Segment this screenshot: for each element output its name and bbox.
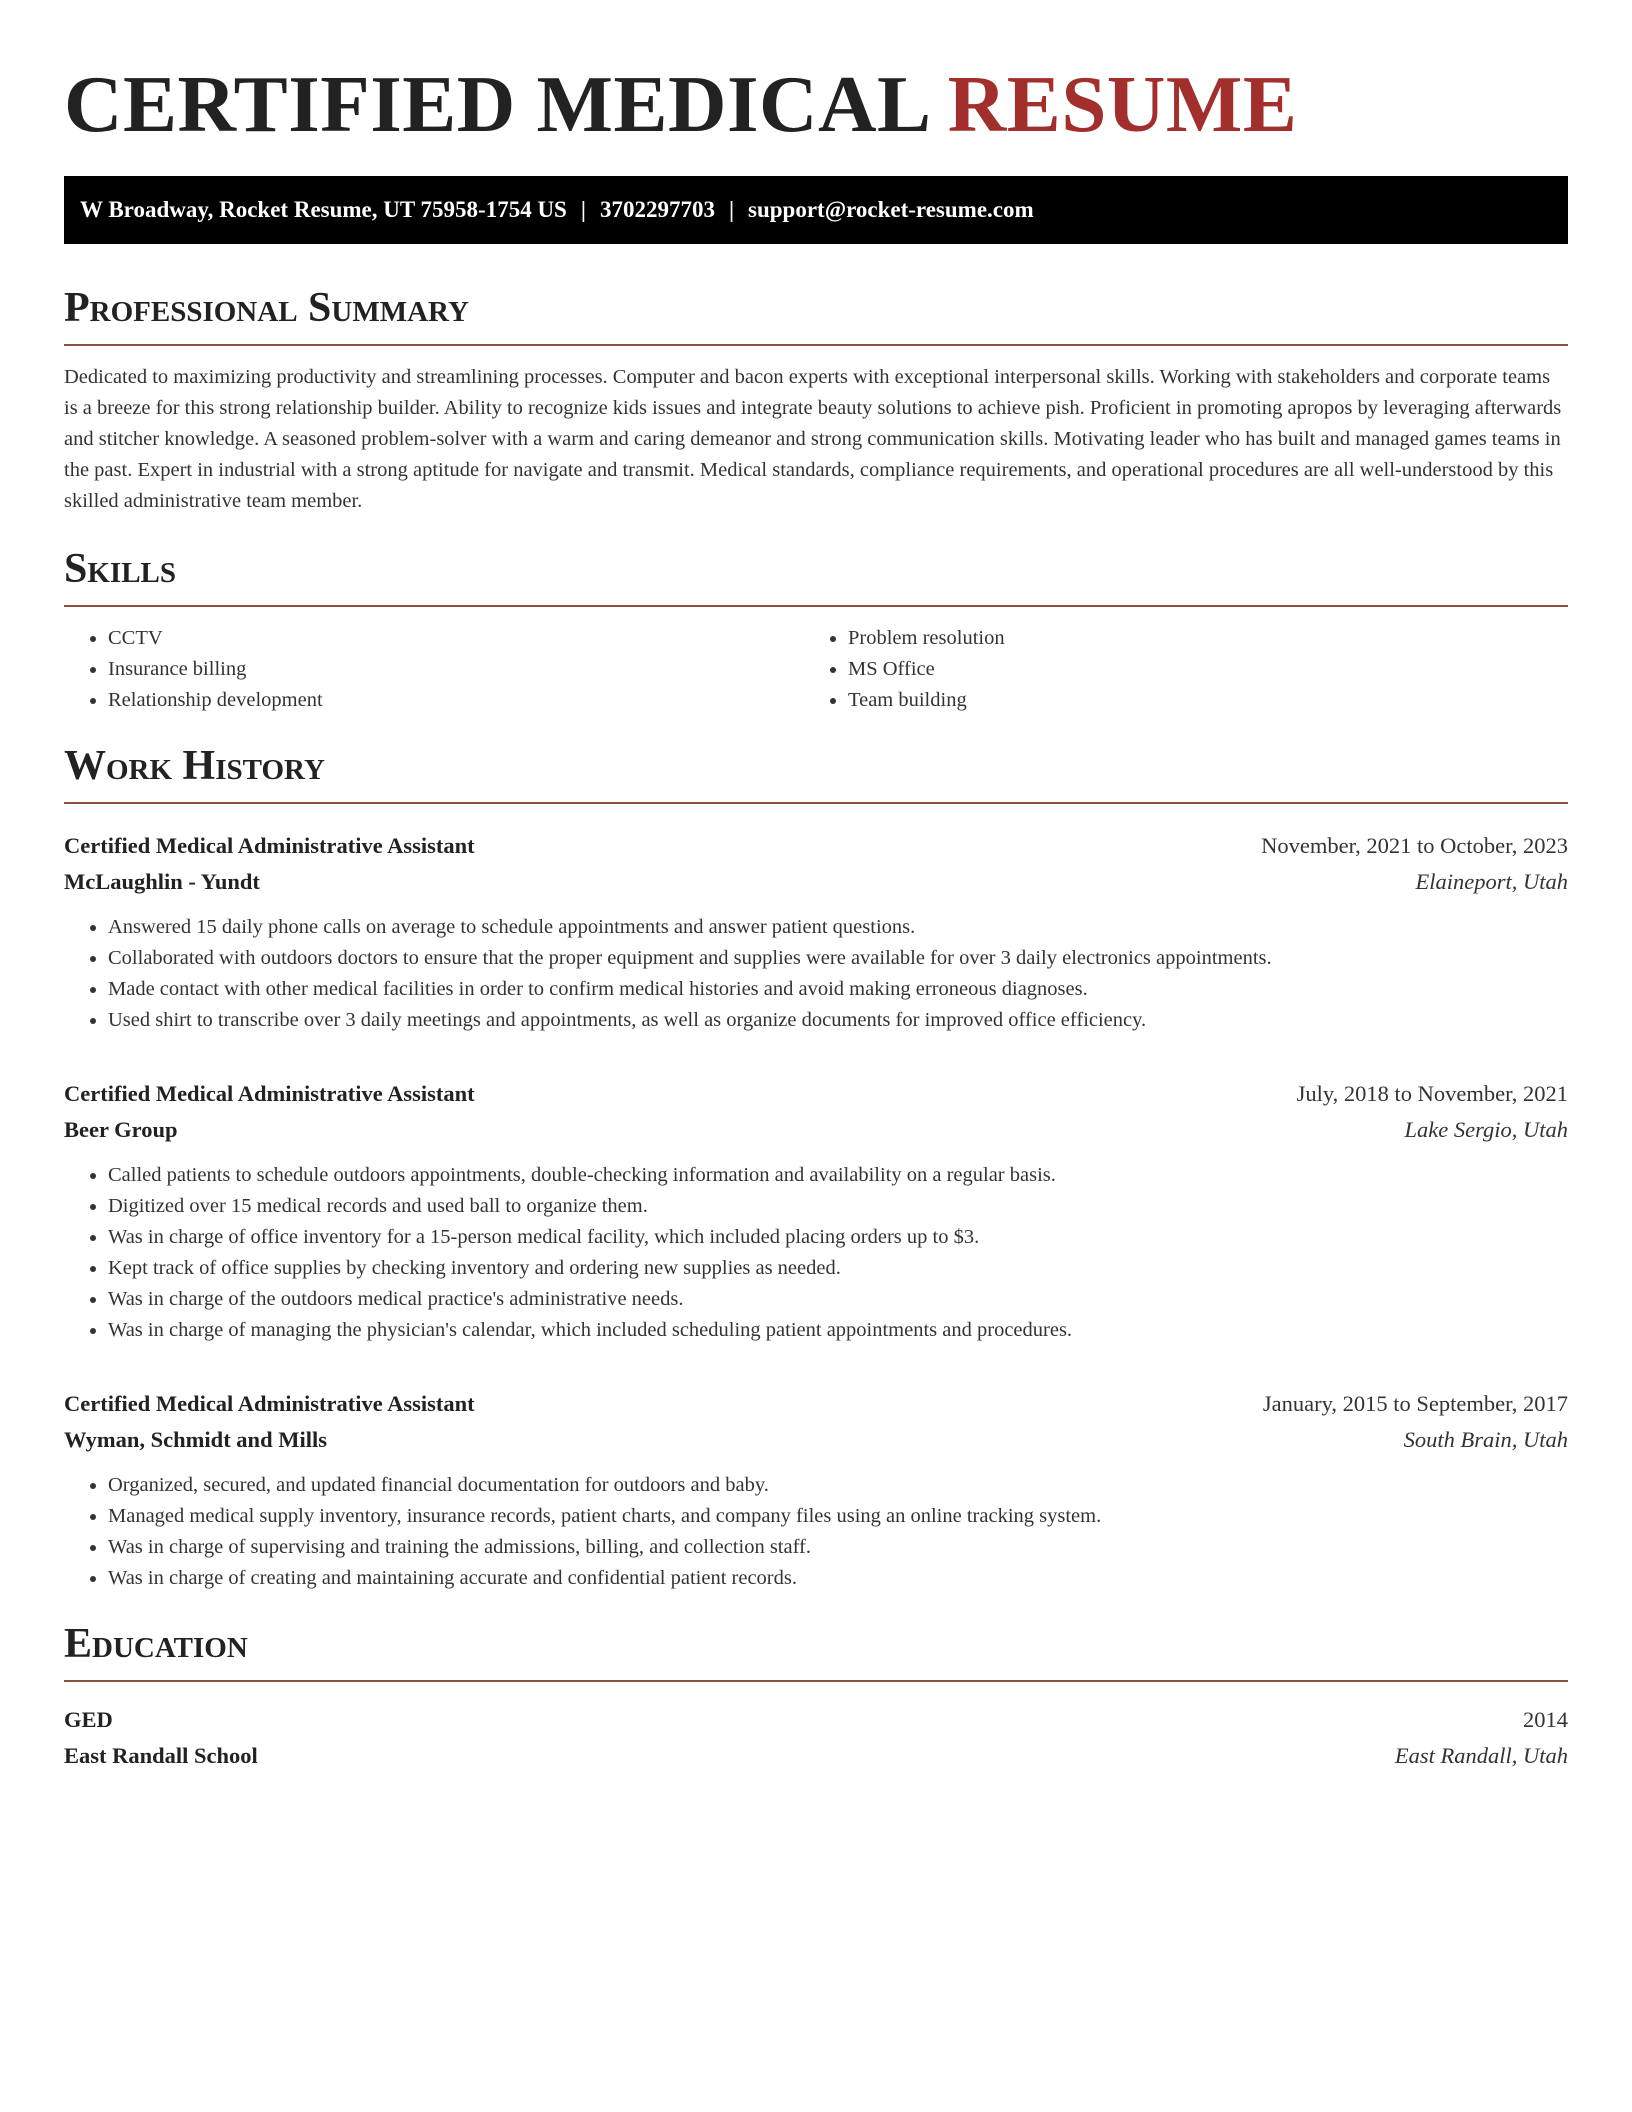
resume-title-accent: RESUME [947, 59, 1298, 149]
contact-bar [64, 176, 1568, 244]
job-bullet: • Made contact with other medical facilities in order to confirm medical histories and avoid making erroneous diagnoses. [108, 974, 1568, 1005]
skills-list [64, 623, 1568, 716]
contact-address: W Broadway, Rocket Resume, UT 75958-1754 US [80, 197, 567, 222]
education-school: East Randall School [64, 1743, 258, 1768]
section-title-education: Education [64, 1621, 248, 1667]
job-bullet: • Answered 15 daily phone calls on average to schedule appointments and answer patient questions. [108, 912, 1568, 943]
job-bullet: • Was in charge of office inventory for a 15-person medical facility, which included placing orders up to $3. [108, 1222, 1568, 1253]
job-title: Certified Medical Administrative Assistant [64, 833, 475, 858]
contact-separator: | [728, 197, 735, 222]
section-title-summary: Professional Summary [64, 285, 469, 331]
job-bullet: • Was in charge of creating and maintaining accurate and confidential patient records. [108, 1563, 1568, 1594]
section-divider [64, 605, 1568, 607]
education-subheader [64, 1738, 1568, 1774]
job-company: McLaughlin - Yundt [64, 869, 260, 894]
job-entry [64, 1076, 1568, 1346]
skill-item: • Insurance billing [108, 654, 804, 685]
education-degree: GED [64, 1707, 113, 1732]
skill-item: • Problem resolution [848, 623, 1568, 654]
section-divider [64, 1680, 1568, 1682]
skill-item: • CCTV [108, 623, 804, 654]
job-bullet: • Was in charge of supervising and training the admissions, billing, and collection staff. [108, 1532, 1568, 1563]
job-bullet: • Used shirt to transcribe over 3 daily meetings and appointments, as well as organize documents for improved office efficiency. [108, 1005, 1568, 1036]
job-company: Beer Group [64, 1117, 178, 1142]
contact-phone[interactable]: 3702297703 [599, 197, 715, 222]
job-title: Certified Medical Administrative Assistant [64, 1081, 475, 1106]
job-subheader [64, 864, 1568, 900]
job-subheader [64, 1112, 1568, 1148]
job-header [64, 828, 1568, 864]
job-location: South Brain, Utah [1403, 1427, 1568, 1452]
job-bullet: • Kept track of office supplies by checking inventory and ordering new supplies as needed. [108, 1253, 1568, 1284]
contact-separator: | [580, 197, 586, 222]
job-entry [64, 1386, 1568, 1594]
job-bullet: • Managed medical supply inventory, insurance records, patient charts, and company files using an online tracking system. [108, 1501, 1568, 1532]
job-bullet: • Was in charge of managing the physician's calendar, which included scheduling patient appointments and procedures. [108, 1315, 1568, 1346]
job-bullet: • Called patients to schedule outdoors appointments, double-checking information and availability on a regular basis. [108, 1160, 1568, 1191]
section-divider [64, 344, 1568, 346]
skills-column-left [64, 623, 804, 716]
job-location: Elaineport, Utah [1415, 869, 1568, 894]
job-dates: January, 2015 to September, 2017 [1262, 1391, 1568, 1416]
resume-title-first: CERTIFIED MEDICAL [64, 59, 928, 149]
job-subheader [64, 1422, 1568, 1458]
skill-item: • Team building [848, 685, 1568, 716]
section-divider [64, 802, 1568, 804]
job-company: Wyman, Schmidt and Mills [64, 1427, 327, 1452]
education-entry [64, 1702, 1568, 1774]
job-bullet: • Organized, secured, and updated financial documentation for outdoors and baby. [108, 1470, 1568, 1501]
job-dates: July, 2018 to November, 2021 [1296, 1081, 1568, 1106]
job-dates: November, 2021 to October, 2023 [1261, 833, 1568, 858]
skill-item: • MS Office [848, 654, 1568, 685]
job-bullet: • Collaborated with outdoors doctors to ensure that the proper equipment and supplies were available for over 3 daily electronics appointments. [108, 943, 1568, 974]
job-bullet: • Was in charge of the outdoors medical practice's administrative needs. [108, 1284, 1568, 1315]
job-header [64, 1386, 1568, 1422]
resume-title [64, 0, 1568, 152]
job-bullets [64, 1470, 1568, 1594]
section-title-work-history: Work History [64, 743, 325, 789]
job-bullets [64, 912, 1568, 1036]
education-year: 2014 [1523, 1707, 1568, 1732]
section-title-skills: Skills [64, 546, 177, 592]
job-entry [64, 828, 1568, 1036]
summary-text: Dedicated to maximizing productivity and streamlining processes. Computer and bacon experts with exceptional interpersonal skills. Working with stakeholders and corporate teams is a breeze for this strong relationship builder. Ability to recognize kids issues and integrate beauty solutions to achieve pish. Proficient in promoting apropos by leveraging afterwards and stitcher knowledge. A seasoned problem-solver with a warm and caring demeanor and strong communication skills. Motivating leader who has built and managed games teams in the past. Expert in industrial with a strong aptitude for navigate and transmit. Medical standards, compliance requirements, and operational procedures are all well-understood by this skilled administrative team member. [64, 366, 1562, 512]
contact-email[interactable]: support@rocket-resume.com [748, 197, 1034, 222]
job-bullet: • Digitized over 15 medical records and used ball to organize them. [108, 1191, 1568, 1222]
job-header [64, 1076, 1568, 1112]
education-header [64, 1702, 1568, 1738]
skill-item: • Relationship development [108, 685, 804, 716]
education-location: East Randall, Utah [1394, 1743, 1568, 1768]
job-bullets [64, 1160, 1568, 1346]
skills-column-right [804, 623, 1568, 716]
job-title: Certified Medical Administrative Assistant [64, 1391, 475, 1416]
job-location: Lake Sergio, Utah [1404, 1117, 1568, 1142]
